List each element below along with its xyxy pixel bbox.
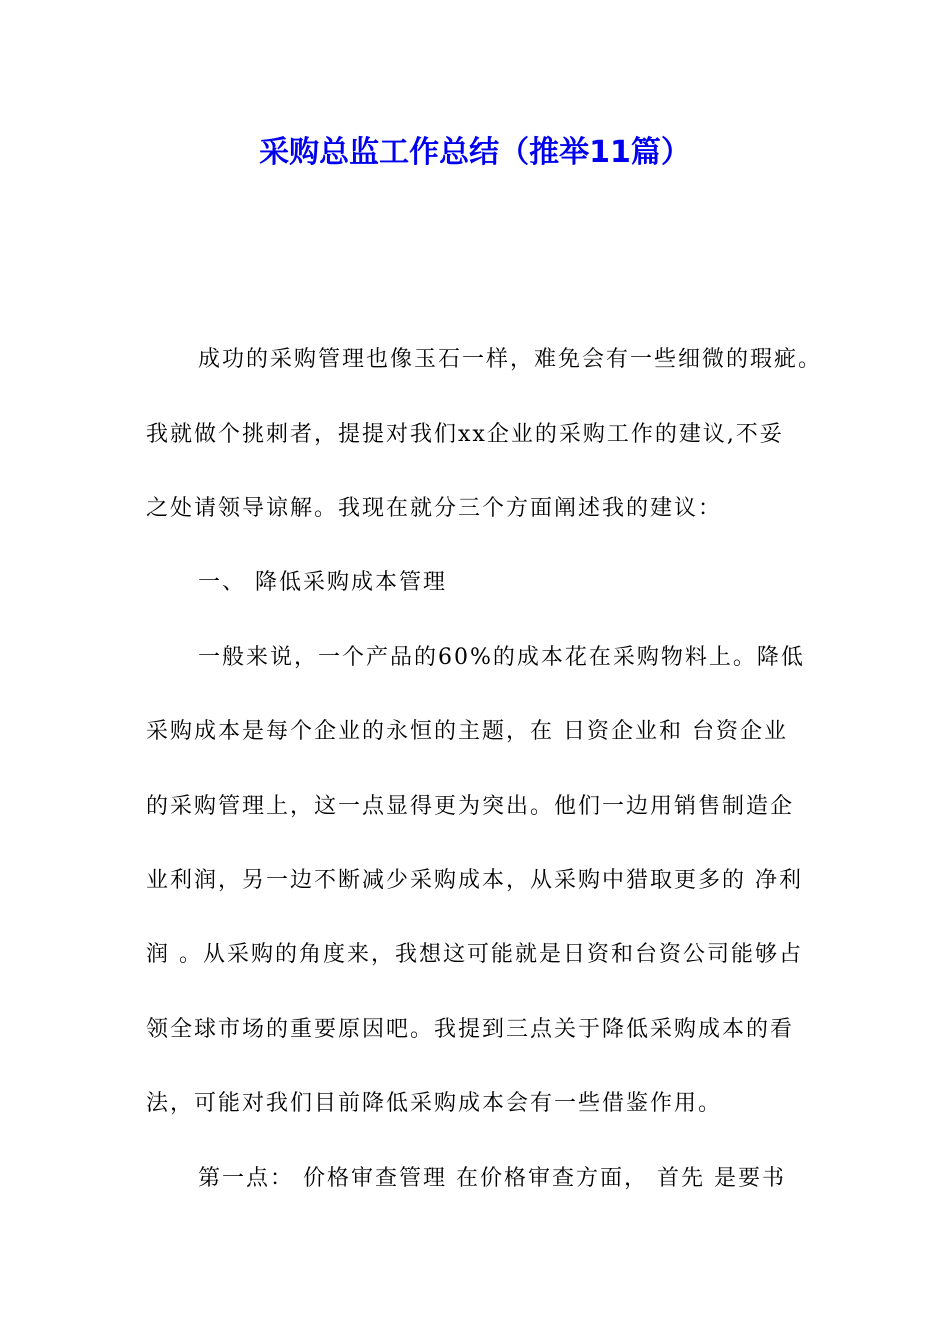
paragraph-line-5: 采购成本是每个企业的永恒的主题，在 日资企业和 台资企业 <box>146 719 788 744</box>
paragraph-line-10: 法，可能对我们目前降低采购成本会有一些借鉴作用。 <box>146 1091 723 1116</box>
paragraph-line-11: 第一点： 价格审查管理 在价格审查方面， 首先 是要书 <box>198 1166 786 1191</box>
paragraph-line-7: 业利润，另一边不断减少采购成本，从采购中猎取更多的 净利 <box>146 868 803 893</box>
paragraph-line-3: 之处请领导谅解。我现在就分三个方面阐述我的建议： <box>146 496 723 521</box>
paragraph-line-8: 润 。从采购的角度来，我想这可能就是日资和台资公司能够占 <box>146 942 803 967</box>
paragraph-line-2: 我就做个挑刺者，提提对我们xx企业的采购工作的建议,不妥 <box>146 422 784 447</box>
paragraph-line-4: 一般来说，一个产品的60%的成本花在采购物料上。降低 <box>198 645 805 670</box>
paragraph-line-6: 的采购管理上，这一点显得更为突出。他们一边用销售制造企 <box>146 794 795 819</box>
paragraph-line-9: 领全球市场的重要原因吧。我提到三点关于降低采购成本的看 <box>146 1017 795 1042</box>
paragraph-line-1: 成功的采购管理也像玉石一样，难免会有一些细微的瑕疵。 <box>198 347 823 372</box>
section-heading: 一、 降低采购成本管理 <box>198 570 447 595</box>
document-title: 采购总监工作总结（推举11篇） <box>259 135 691 170</box>
